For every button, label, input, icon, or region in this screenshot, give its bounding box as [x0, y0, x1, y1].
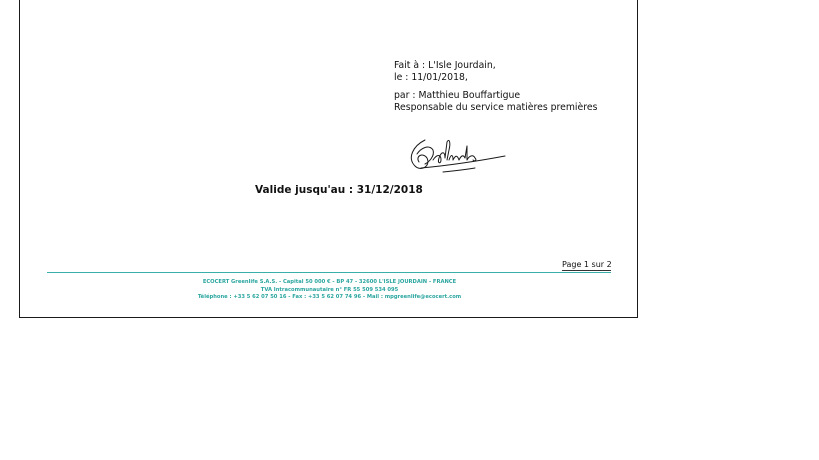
- footer-vat-line: TVA Intracommunautaire n° FR 55 509 534 095: [260, 286, 399, 293]
- spacer: [394, 83, 597, 90]
- footer-company-line: ECOCERT Greenlife S.A.S. - Capital 50 000 € - BP 47 - 32600 L'ISLE JOURDAIN - FRANCE: [202, 279, 457, 285]
- signer-name: par : Matthieu Bouffartigue: [394, 90, 521, 101]
- company-footer: [20, 279, 639, 302]
- handwritten-signature: [403, 132, 513, 178]
- footer-divider: [47, 272, 611, 273]
- page-number-underline: [562, 270, 611, 271]
- signer-role: Responsable du service matières premières: [394, 101, 598, 113]
- place-text: Fait à : L'Isle Jourdain,: [394, 60, 496, 71]
- date-text: le : 11/01/2018,: [394, 71, 468, 83]
- signature-block: [394, 60, 597, 113]
- page-number: Page 1 sur 2: [562, 260, 612, 269]
- validity-statement: Valide jusqu'au : 31/12/2018: [255, 184, 423, 196]
- footer-contact-line: Téléphone : +33 5 62 07 50 16 - Fax : +33 5 62 07 74 96 - Mail : mpgreenlife@ecocert.com: [197, 294, 462, 301]
- document-page: [19, 0, 638, 318]
